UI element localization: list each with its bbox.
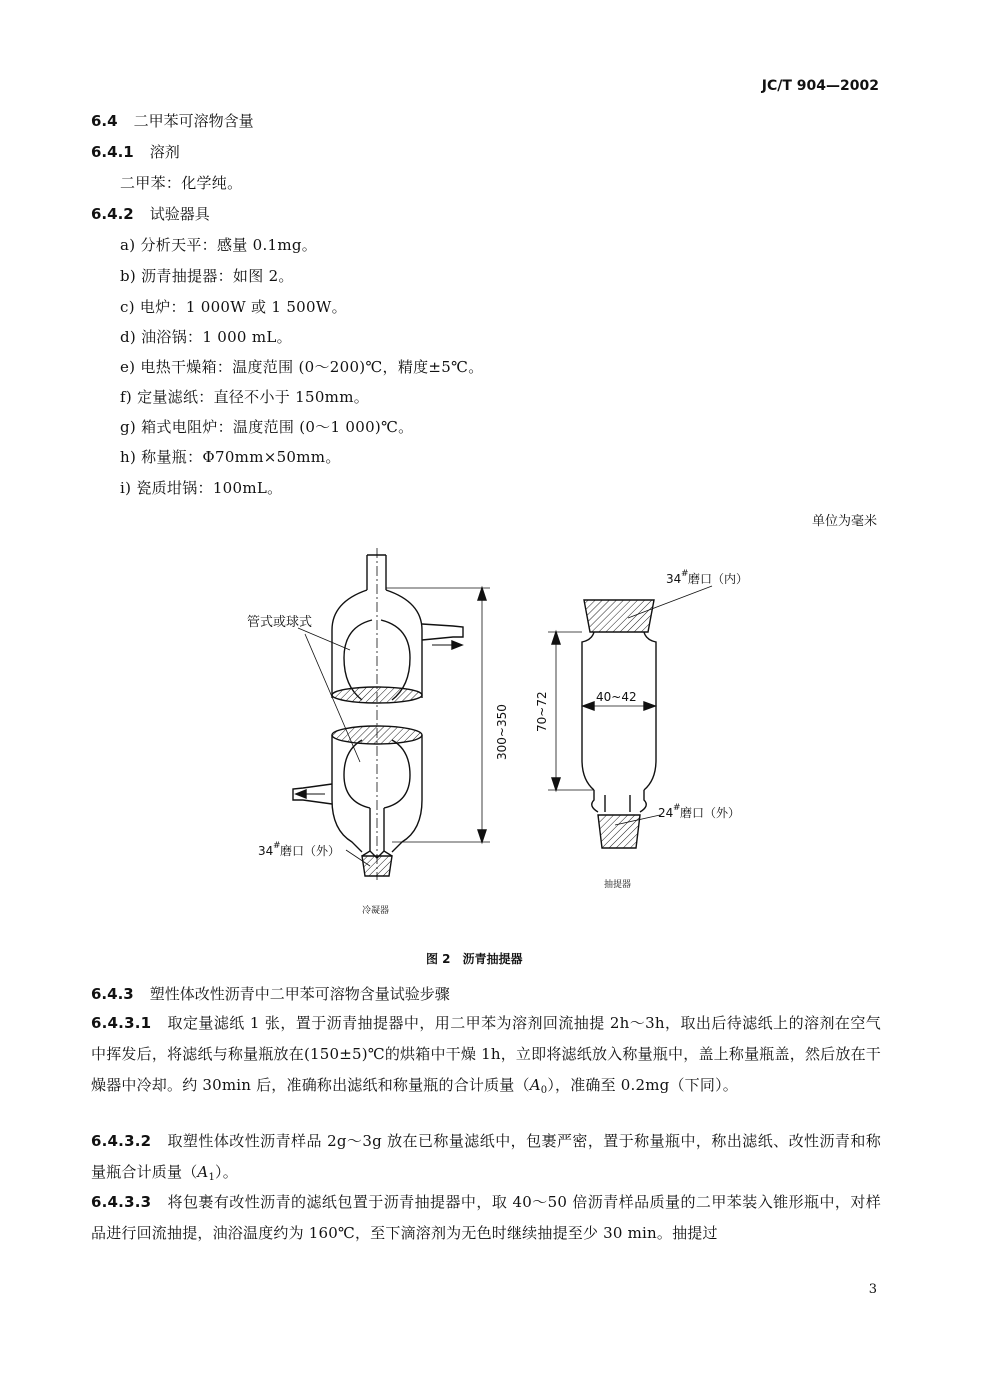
condenser-joint-number: 34 [258,844,274,858]
mass-var: A [197,1163,209,1181]
extractor-bottom-joint-mark: # [673,803,681,813]
step-number: 6.4.3.3 [91,1193,152,1211]
solvent-content: 二甲苯：化学纯。 [120,174,243,192]
equipment-item: f) 定量滤纸：直径不小于 150mm。 [120,388,370,406]
extractor-height-dim: 70~72 [535,691,549,732]
section-number: 6.4.2 [91,205,134,223]
figure-caption: 图 2 沥青抽提器 [426,952,523,966]
section-title: 溶剂 [149,143,180,161]
extractor-diameter-dim: 40~42 [596,690,637,704]
equipment-item: e) 电热干燥箱：温度范围 (0～200)℃，精度±5℃。 [120,358,484,376]
section-6-4-2 [91,203,210,224]
step-6-4-3-2 [91,1126,881,1193]
condenser-joint-mark: # [273,841,281,851]
section-6-4-1 [91,141,180,162]
section-title: 二甲苯可溶物含量 [133,112,254,130]
unit-note: 单位为毫米 [811,514,877,529]
step-text-b: ）。 [215,1163,238,1181]
step-text: 将包裹有改性沥青的滤纸包置于沥青抽提器中，取 40～50 倍沥青样品质量的二甲苯装入锥形瓶中，对样品进行回流抽提，油浴温度约为 160℃，至下滴溶剂为无色时继续抽提至少 30 min。抽提过 [91,1193,881,1242]
section-number: 6.4 [91,112,118,130]
section-number: 6.4.1 [91,143,134,161]
standard-code: JC/T 904—2002 [761,78,879,94]
equipment-item: g) 箱式电阻炉：温度范围 (0～1 000)℃。 [120,418,414,436]
extractor-name: 抽提器 [604,880,632,890]
step-6-4-3-3 [91,1187,881,1249]
step-text-a: 取塑性体改性沥青样品 2g～3g 放在已称量滤纸中，包裹严密，置于称量瓶中，称出滤纸、改性沥青和称量瓶合计质量（ [91,1132,881,1181]
extractor-bottom-joint-number: 24 [658,806,674,820]
mass-var: A [529,1076,541,1094]
equipment-item: a) 分析天平：感量 0.1mg。 [120,236,318,254]
extractor-top-joint-mark: # [681,569,689,579]
equipment-item: i) 瓷质坩锅：100mL。 [120,479,283,497]
extractor-bottom-joint-suffix: 磨口（外） [680,806,741,820]
condenser-dimension: 300~350 [495,704,509,760]
figure-2-drawing [0,540,985,940]
mass-sub: 1 [208,1172,216,1183]
section-title: 试验器具 [149,205,210,223]
condenser-name: 冷凝器 [362,906,390,916]
tube-ball-label: 管式或球式 [247,615,313,630]
step-text-a: 取定量滤纸 1 张，置于沥青抽提器中，用二甲苯为溶剂回流抽提 2h～3h，取出后待滤纸上的溶剂在空气中挥发后，将滤纸与称量瓶放在(150±5)℃的烘箱中干燥 1h，立即将滤纸放入称量瓶中，盖上称量瓶盖，然后放在干燥器中冷却。约 30min 后，准确称出滤纸和称量瓶的合计质量（ [91,1014,881,1094]
section-6-4-3 [91,983,450,1004]
step-number: 6.4.3.2 [91,1132,152,1150]
extractor-top-joint-number: 34 [666,572,682,586]
step-6-4-3-1 [91,1008,881,1106]
page-number: 3 [868,1282,877,1297]
extractor-top-joint-suffix: 磨口（内） [688,572,749,586]
equipment-item: b) 沥青抽提器：如图 2。 [120,267,294,285]
step-text-b: ），准确至 0.2mg（下同）。 [547,1076,738,1094]
mass-sub: 0 [540,1085,548,1096]
equipment-item: h) 称量瓶：Φ70mm×50mm。 [120,448,341,466]
section-number: 6.4.3 [91,985,134,1003]
section-title: 塑性体改性沥青中二甲苯可溶物含量试验步骤 [149,985,450,1003]
condenser-joint-suffix: 磨口（外） [280,844,341,858]
step-number: 6.4.3.1 [91,1014,152,1032]
condenser-drawing [293,548,490,880]
section-6-4 [91,110,254,131]
equipment-item: d) 油浴锅：1 000 mL。 [120,328,292,346]
equipment-item: c) 电炉：1 000W 或 1 500W。 [120,298,347,316]
